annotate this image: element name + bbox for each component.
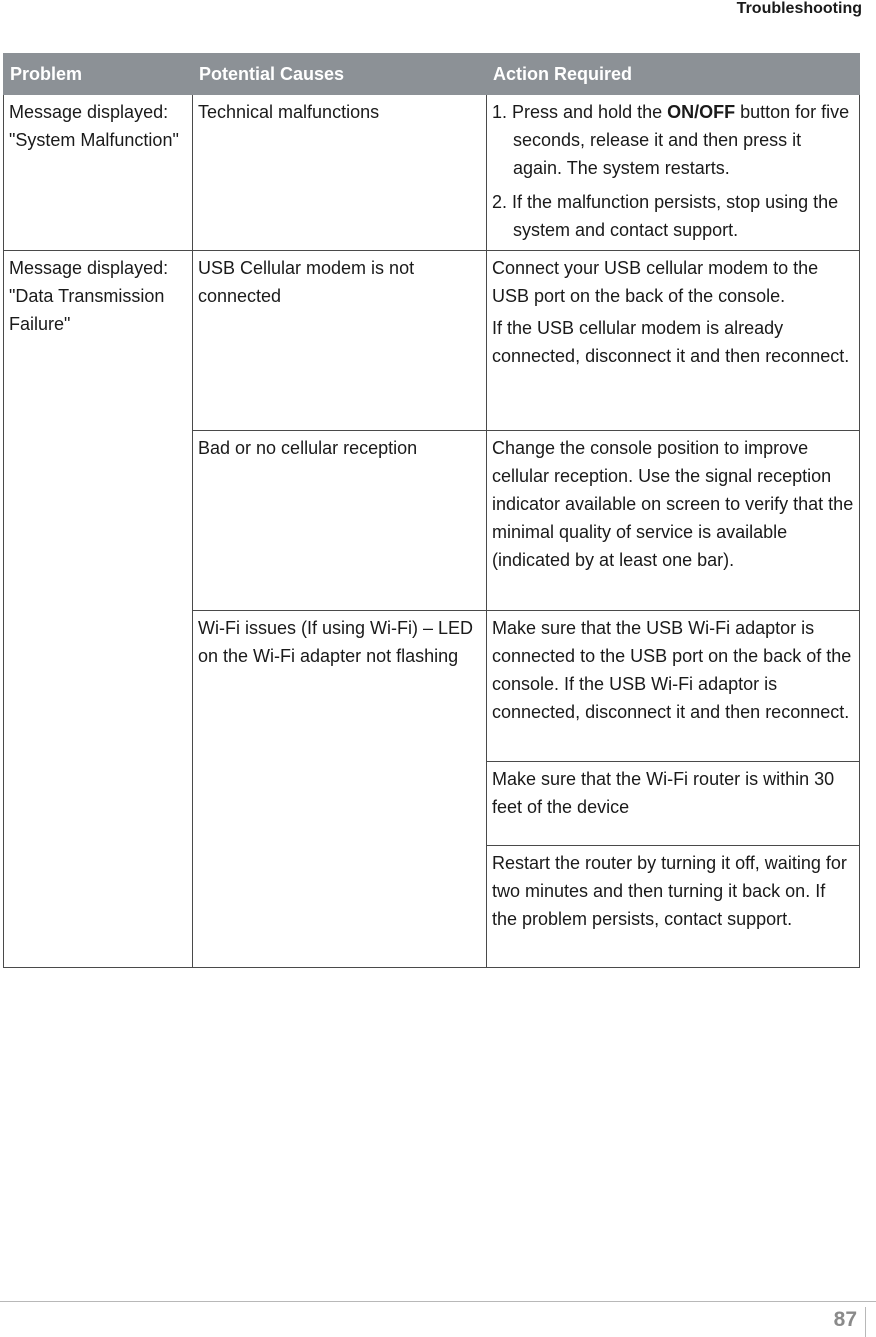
- cause-text: Bad or no cellular reception: [198, 438, 418, 458]
- action-step: 2. If the malfunction persists, stop using the system and contact support.: [492, 192, 839, 240]
- action-text: Connect your USB cellular modem to the USB port on the back of the console.: [492, 258, 819, 306]
- cause-text: Wi-Fi issues (If using Wi-Fi) – LED on the Wi-Fi adapter not flashing: [198, 618, 474, 666]
- problem-text: Message displayed: "System Malfunction": [9, 102, 179, 150]
- table-header-row: [4, 54, 860, 95]
- problem-cell: [4, 95, 193, 251]
- action-text: Make sure that the USB Wi-Fi adaptor is connected to the USB port on the back of the console. If the USB Wi-Fi adaptor is connected, disconnect it and then reconnect.: [492, 618, 852, 722]
- cause-cell: [193, 95, 487, 251]
- action-text: Make sure that the Wi-Fi router is within 30 feet of the device: [492, 769, 835, 817]
- action-steps: [492, 98, 854, 244]
- problem-text: Message displayed: "Data Transmission Failure": [9, 258, 169, 334]
- section-title: Troubleshooting: [736, 0, 862, 17]
- footer-divider: [0, 1301, 876, 1302]
- cause-text: USB Cellular modem is not connected: [198, 258, 415, 306]
- column-header-causes: Potential Causes: [193, 54, 487, 95]
- page-number: 87: [834, 1307, 866, 1337]
- table-row: [4, 251, 860, 431]
- action-cell: [487, 762, 860, 846]
- action-step: [492, 98, 854, 182]
- action-cell: [487, 251, 860, 431]
- cause-cell: [193, 431, 487, 611]
- column-header-action: Action Required: [487, 54, 860, 95]
- action-cell: [487, 611, 860, 762]
- action-text: Restart the router by turning it off, waiting for two minutes and then turning it back on. If the problem persists, contact support.: [492, 853, 847, 929]
- step-text: 1. Press and hold the: [492, 102, 668, 122]
- table-row: [4, 95, 860, 251]
- action-cell: [487, 95, 860, 251]
- action-text: If the USB cellular modem is already connected, disconnect it and then reconnect.: [492, 318, 850, 366]
- troubleshooting-table: [3, 53, 860, 968]
- cause-cell: [193, 251, 487, 431]
- problem-cell: [4, 251, 193, 968]
- action-cell: [487, 846, 860, 968]
- cause-text: Technical malfunctions: [198, 102, 380, 122]
- on-off-label: ON/OFF: [667, 102, 736, 122]
- action-cell: [487, 431, 860, 611]
- column-header-problem: Problem: [4, 54, 193, 95]
- cause-cell: [193, 611, 487, 968]
- action-text: Change the console position to improve cellular reception. Use the signal reception indicator available on screen to verify that the minimal quality of service is available (indicated by at least one bar).: [492, 438, 854, 570]
- step-text: button for five seconds, release it and then press it again. The system restarts.: [513, 102, 850, 178]
